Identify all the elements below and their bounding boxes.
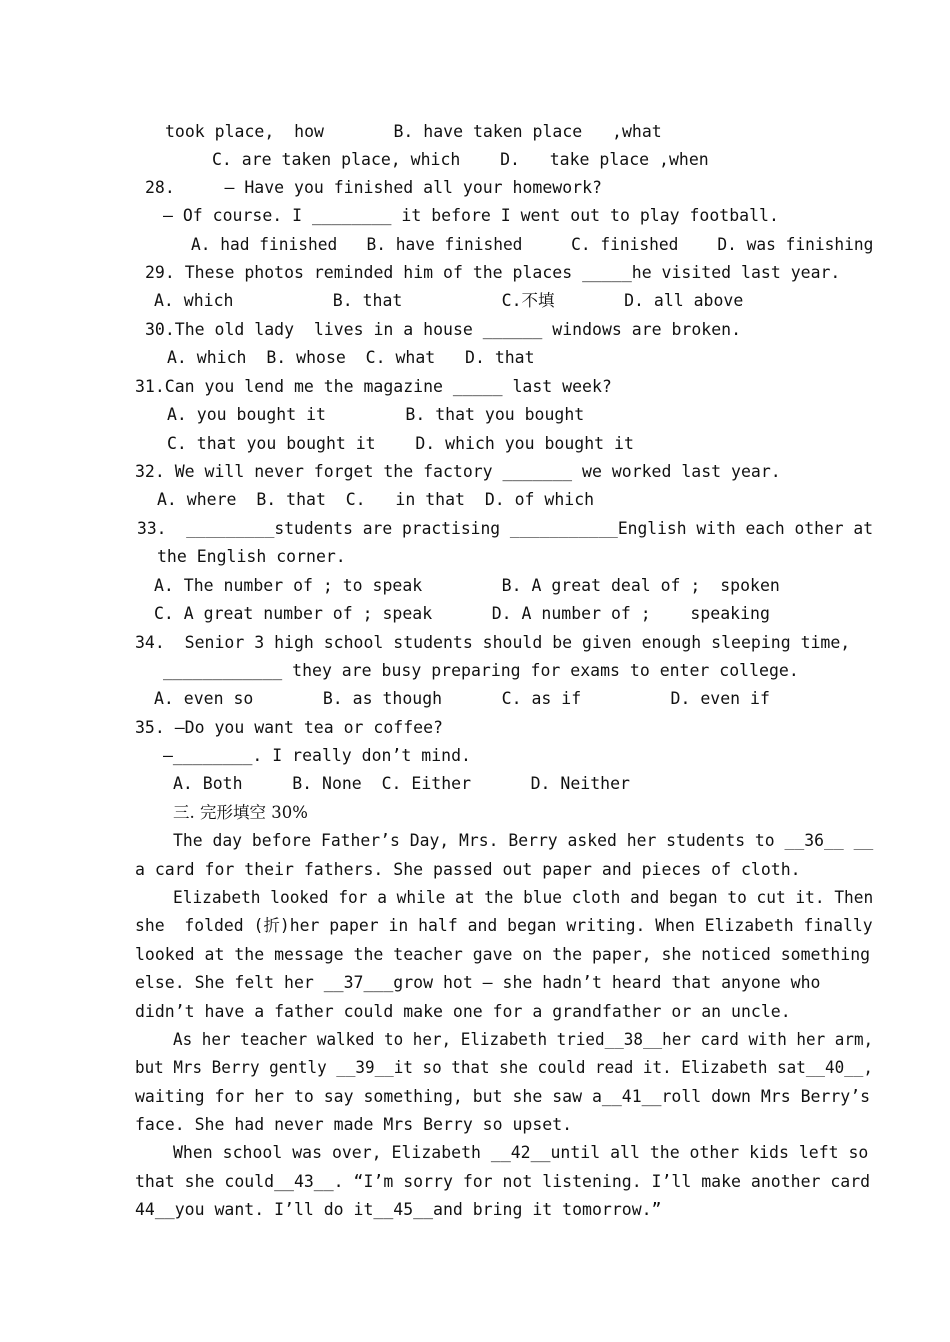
- answer-options: A. where B. that C. in that D. of which: [157, 490, 595, 509]
- answer-options: A. which B. that C.不填 D. all above: [154, 291, 744, 310]
- text-line: C. are taken place, which D. take place ,when: [212, 150, 709, 169]
- passage-line: face. She had never made Mrs Berry so upset.: [135, 1115, 573, 1134]
- question-33: 33. _________students are practising ___________English with each other at: [137, 519, 874, 538]
- question-34: 34. Senior 3 high school students should be given enough sleeping time,: [135, 633, 851, 652]
- passage-line: waiting for her to say something, but she saw a__41__roll down Mrs Berry’s: [135, 1087, 871, 1106]
- answer-options: A. which B. whose C. what D. that: [167, 348, 535, 367]
- question-29: 29. These photos reminded him of the places _____he visited last year.: [145, 263, 841, 282]
- passage-line: 44__you want. I’ll do it__45__and bring it tomorrow.”: [135, 1200, 662, 1219]
- answer-options: C. A great number of ; speak D. A number of ; speaking: [154, 604, 770, 623]
- passage-line: a card for their fathers. She passed out paper and pieces of cloth.: [135, 860, 801, 879]
- passage-line: didn’t have a father could make one for a grandfather or an uncle.: [135, 1002, 791, 1021]
- passage-line: she folded (折)her paper in half and began writing. When Elizabeth finally: [135, 916, 873, 935]
- question-32: 32. We will never forget the factory _______ we worked last year.: [135, 462, 781, 481]
- answer-options: A. you bought it B. that you bought: [167, 405, 585, 424]
- question-35: 35. —Do you want tea or coffee?: [135, 718, 443, 737]
- question-28: 28. — Have you finished all your homework?: [145, 178, 602, 197]
- passage-line: that she could__43__. “I’m sorry for not listening. I’ll make another card: [135, 1172, 871, 1191]
- question-31: 31.Can you lend me the magazine _____ last week?: [135, 377, 612, 396]
- text-line: the English corner.: [157, 547, 346, 566]
- answer-options: A. The number of ; to speak B. A great deal of ; spoken: [154, 576, 780, 595]
- text-line: — Of course. I ________ it before I went out to play football.: [163, 206, 779, 225]
- section-heading: 三. 完形填空 30%: [173, 803, 308, 822]
- text-line: —________. I really don’t mind.: [163, 746, 471, 765]
- passage-line: else. She felt her __37___grow hot — she hadn’t heard that anyone who: [135, 973, 821, 992]
- text-line: ____________ they are busy preparing for exams to enter college.: [163, 661, 799, 680]
- passage-line: but Mrs Berry gently __39__it so that she could read it. Elizabeth sat__40__,: [135, 1058, 873, 1077]
- answer-options: A. Both B. None C. Either D. Neither: [173, 774, 630, 793]
- passage-line: When school was over, Elizabeth __42__until all the other kids left so: [173, 1143, 869, 1162]
- answer-options: C. that you bought it D. which you bought it: [167, 434, 634, 453]
- question-30: 30.The old lady lives in a house ______ windows are broken.: [145, 320, 742, 339]
- answer-options: A. even so B. as though C. as if D. even if: [154, 689, 770, 708]
- passage-line: As her teacher walked to her, Elizabeth tried__38__her card with her arm,: [173, 1030, 874, 1049]
- passage-line: looked at the message the teacher gave on the paper, she noticed something: [135, 945, 871, 964]
- text-line: took place, how B. have taken place ,what: [165, 122, 662, 141]
- answer-options: A. had finished B. have finished C. finished D. was finishing: [191, 235, 874, 254]
- passage-line: Elizabeth looked for a while at the blue cloth and began to cut it. Then: [173, 888, 874, 907]
- passage-line: The day before Father’s Day, Mrs. Berry asked her students to __36__ __: [173, 831, 874, 850]
